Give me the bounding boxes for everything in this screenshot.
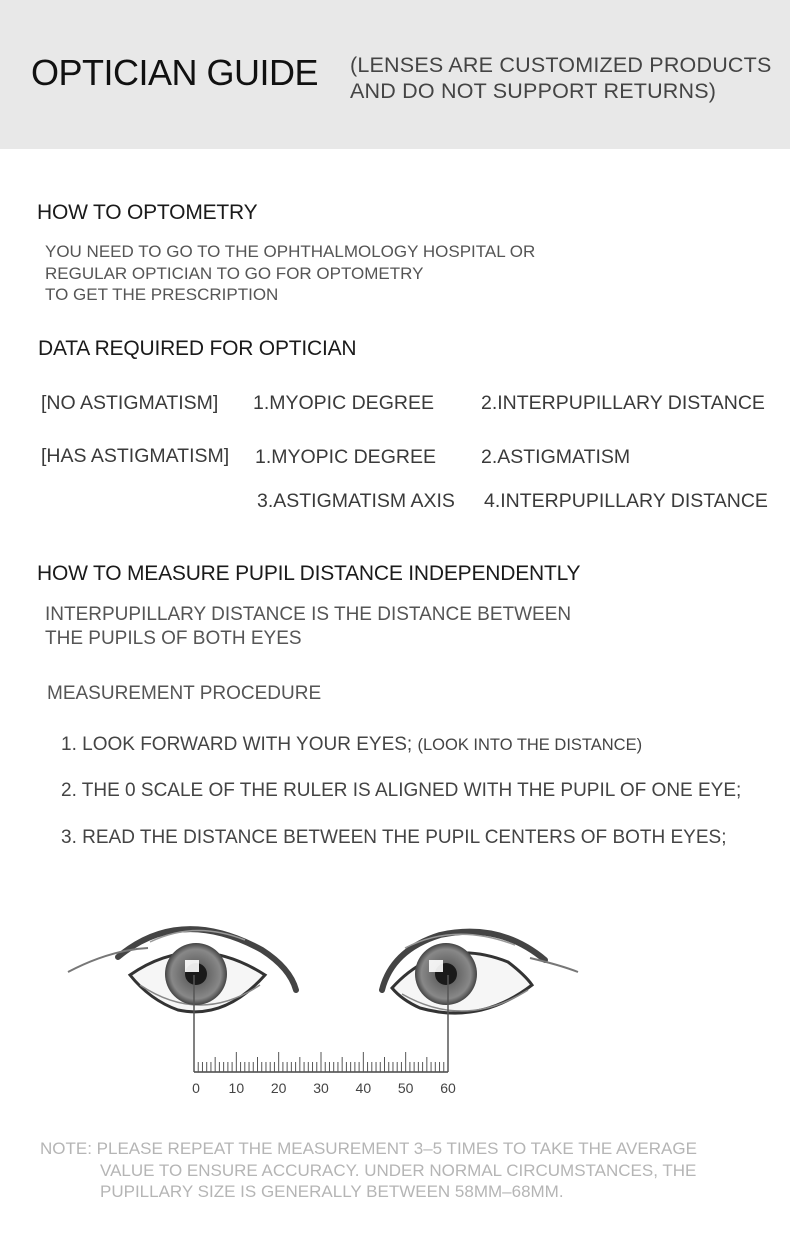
optometry-line-2: REGULAR OPTICIAN TO GO FOR OPTOMETRY bbox=[45, 263, 424, 283]
note-line-2: VALUE TO ENSURE ACCURACY. UNDER NORMAL CIRCUMSTANCES, THE bbox=[100, 1160, 697, 1180]
step-2 bbox=[61, 780, 741, 802]
no-astig-item-1: 1.MYOPIC DEGREE bbox=[253, 392, 434, 414]
left-eye-icon bbox=[68, 929, 296, 1012]
ruler-label: 60 bbox=[440, 1080, 456, 1096]
step-3 bbox=[61, 827, 726, 849]
page-title: OPTICIAN GUIDE bbox=[31, 52, 319, 93]
step-2-text: 2. THE 0 SCALE OF THE RULER IS ALIGNED WITH THE PUPIL OF ONE EYE; bbox=[61, 780, 742, 801]
ruler-label: 30 bbox=[313, 1080, 329, 1096]
returns-notice bbox=[350, 52, 772, 104]
header-banner bbox=[0, 0, 790, 149]
how-to-optometry-heading: HOW TO OPTOMETRY bbox=[37, 201, 258, 224]
has-astig-item-4: 4.INTERPUPILLARY DISTANCE bbox=[484, 490, 768, 512]
ipd-definition-line-1: INTERPUPILLARY DISTANCE IS THE DISTANCE BETWEEN bbox=[45, 604, 572, 625]
has-astigmatism-label: [HAS ASTIGMATISM] bbox=[41, 445, 230, 467]
ruler bbox=[192, 1052, 456, 1096]
note-line-1: NOTE: PLEASE REPEAT THE MEASUREMENT 3–5 TIMES TO TAKE THE AVERAGE bbox=[40, 1139, 697, 1158]
ruler-label: 10 bbox=[228, 1080, 245, 1096]
eyes-ruler-illustration bbox=[0, 900, 790, 1105]
measure-heading: HOW TO MEASURE PUPIL DISTANCE INDEPENDENTLY bbox=[37, 562, 581, 585]
ruler-label: 0 bbox=[192, 1080, 200, 1096]
has-astig-item-1: 1.MYOPIC DEGREE bbox=[255, 446, 436, 468]
note bbox=[40, 1138, 697, 1203]
data-required-heading: DATA REQUIRED FOR OPTICIAN bbox=[38, 337, 357, 360]
procedure-heading: MEASUREMENT PROCEDURE bbox=[47, 683, 322, 704]
ipd-definition bbox=[45, 603, 571, 651]
has-astig-item-2: 2.ASTIGMATISM bbox=[481, 446, 631, 468]
note-line-3: PUPILLARY SIZE IS GENERALLY BETWEEN 58MM–68MM. bbox=[100, 1182, 564, 1201]
has-astig-item-3: 3.ASTIGMATISM AXIS bbox=[257, 490, 455, 512]
ruler-label: 40 bbox=[355, 1080, 372, 1096]
optometry-line-3: TO GET THE PRESCRIPTION bbox=[45, 285, 279, 304]
ipd-definition-line-2: THE PUPILS OF BOTH EYES bbox=[45, 628, 302, 649]
no-astig-item-2: 2.INTERPUPILLARY DISTANCE bbox=[481, 392, 765, 414]
no-astigmatism-label: [NO ASTIGMATISM] bbox=[41, 392, 219, 414]
ruler-label: 50 bbox=[397, 1080, 414, 1096]
ruler-label: 20 bbox=[270, 1080, 287, 1096]
step-1-text: 1. LOOK FORWARD WITH YOUR EYES; bbox=[61, 734, 418, 755]
optometry-line-1: YOU NEED TO GO TO THE OPHTHALMOLOGY HOSPITAL OR bbox=[45, 242, 536, 261]
returns-notice-line-2: AND DO NOT SUPPORT RETURNS) bbox=[350, 79, 717, 103]
returns-notice-line-1: (LENSES ARE CUSTOMIZED PRODUCTS bbox=[350, 53, 772, 77]
right-eye-icon bbox=[382, 932, 578, 1013]
step-1-note: (LOOK INTO THE DISTANCE) bbox=[417, 736, 643, 754]
step-1 bbox=[61, 734, 642, 756]
step-3-text: 3. READ THE DISTANCE BETWEEN THE PUPIL CENTERS OF BOTH EYES; bbox=[61, 827, 727, 848]
optometry-instructions bbox=[45, 241, 535, 306]
